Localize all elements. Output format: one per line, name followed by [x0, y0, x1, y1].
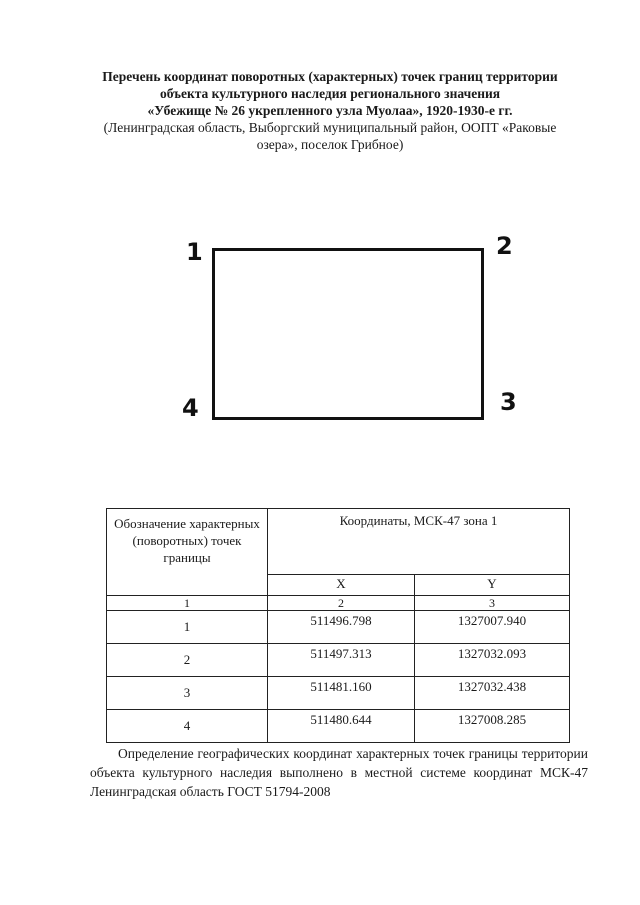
point-label-3: 3: [500, 388, 517, 416]
point-label-2: 2: [496, 232, 513, 260]
x-coordinate: 511497.313: [268, 644, 415, 677]
point-label-4: 4: [182, 394, 199, 422]
table-row: [107, 677, 570, 710]
point-number: 3: [107, 677, 268, 710]
location-line-2: озера», поселок Грибное): [256, 137, 404, 152]
point-label-1: 1: [186, 238, 203, 266]
table-row: [107, 611, 570, 644]
point-number: 1: [107, 611, 268, 644]
y-header: Y: [415, 575, 570, 596]
x-coordinate: 511480.644: [268, 710, 415, 743]
coordinate-system-note: Определение географических координат характерных точек границы территории объекта культурного наследия выполнено в местной системе координат МСК-47 Ленинградская область ГОСТ 51794-2008: [90, 746, 588, 799]
boundary-rectangle: [212, 248, 484, 420]
title-line-2: объекта культурного наследия регионального значения: [159, 86, 501, 101]
coordinates-table: [106, 508, 570, 743]
table-row: [107, 710, 570, 743]
table-row: [107, 644, 570, 677]
boundary-scheme: [180, 228, 520, 448]
column-index-3: 3: [415, 596, 570, 611]
y-coordinate: 1327032.438: [415, 677, 570, 710]
y-coordinate: 1327007.940: [415, 611, 570, 644]
title-line-3: «Убежище № 26 укрепленного узла Муолаа», 1920-1930-е гг.: [147, 103, 513, 118]
column-index-2: 2: [268, 596, 415, 611]
x-coordinate: 511496.798: [268, 611, 415, 644]
y-coordinate: 1327008.285: [415, 710, 570, 743]
point-designation-header: Обозначение характерных (поворотных) точек границы: [107, 509, 268, 596]
location-line-1: (Ленинградская область, Выборгский муниципальный район, ООПТ «Раковые: [103, 120, 557, 135]
point-number: 4: [107, 710, 268, 743]
column-index-1: 1: [107, 596, 268, 611]
x-coordinate: 511481.160: [268, 677, 415, 710]
coordinates-header: Координаты, МСК-47 зона 1: [268, 509, 570, 575]
title-line-1: Перечень координат поворотных (характерных) точек границ территории: [102, 69, 558, 84]
document-title: [80, 68, 580, 153]
x-header: X: [268, 575, 415, 596]
point-number: 2: [107, 644, 268, 677]
y-coordinate: 1327032.093: [415, 644, 570, 677]
